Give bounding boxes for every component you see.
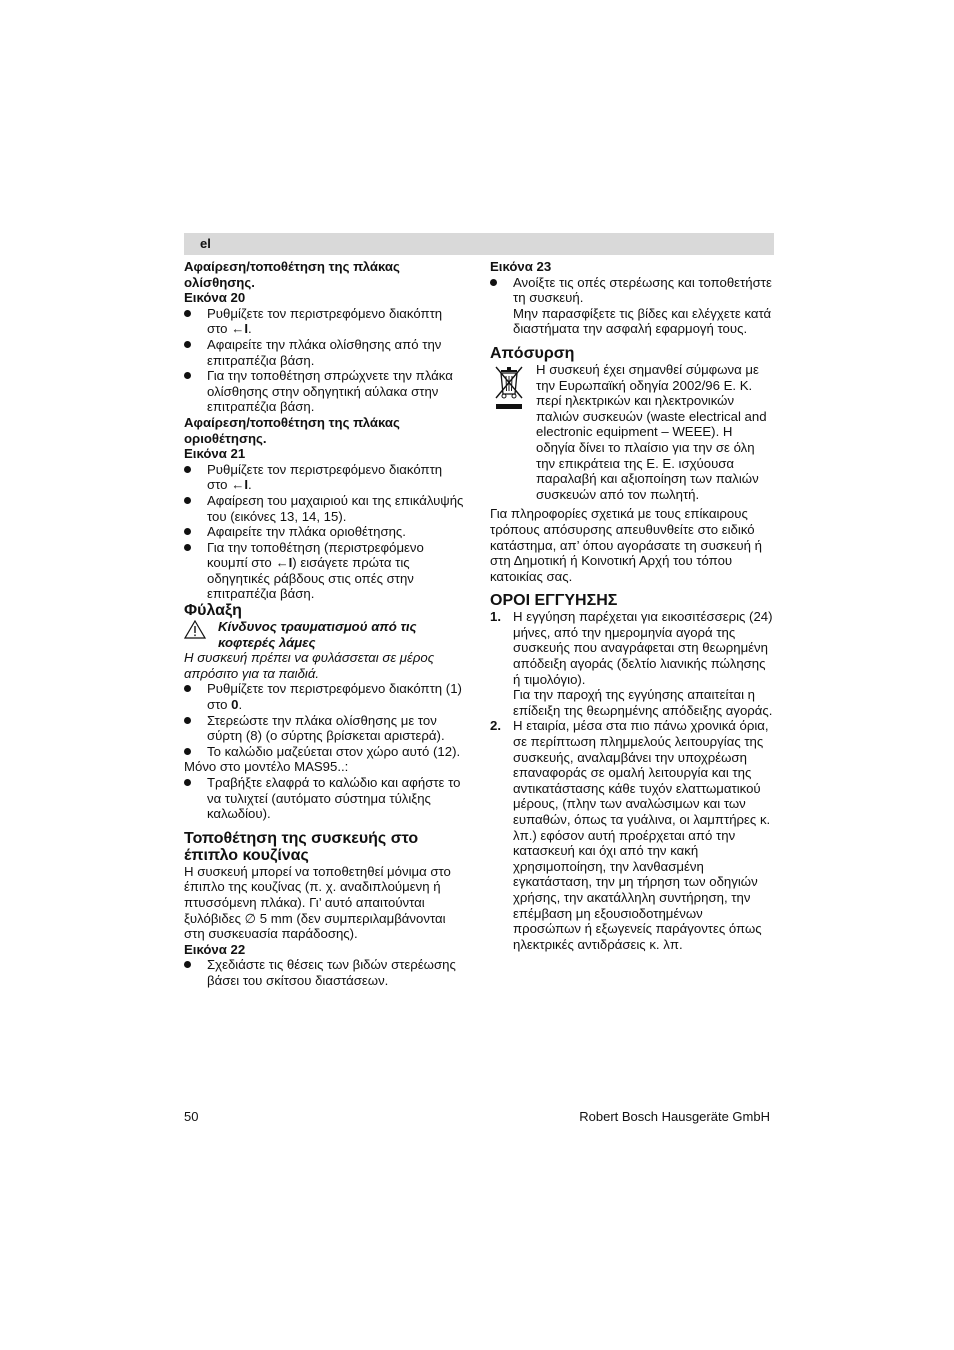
- list-item: Αφαίρεση του μαχαιριού και της επικάλυψής του (εικόνες 13, 14, 15).: [184, 493, 466, 524]
- figure-ref-20: Εικόνα 20: [184, 290, 246, 306]
- storage-steps: [184, 681, 466, 759]
- list-item-text: Για την τοποθέτηση (περιστρεφόμενο κουμπί στο: [207, 539, 424, 571]
- list-item: Ρυθμίζετε τον περιστρεφόμενο διακόπτη (1) στο 0.: [184, 681, 466, 712]
- list-item-text: Ρυθμίζετε τον περιστρεφόμενο διακόπτη στο: [207, 305, 443, 337]
- warning-triangle-icon: [184, 620, 206, 639]
- list-item: [490, 275, 774, 337]
- figure-ref-22: Εικόνα 22: [184, 941, 246, 957]
- model-steps: [184, 775, 466, 822]
- list-item: Για την τοποθέτηση σπρώχνετε την πλάκα ολίσθησης στην οδηγητική αύλακα στην επιτραπέζια βάση.: [184, 368, 466, 415]
- list-item: Σχεδιάστε τις θέσεις των βιδών στερέωσης βάσει του σκίτσου διαστάσεων.: [184, 957, 466, 988]
- left-column: [184, 259, 466, 989]
- page-number: 50: [184, 1109, 199, 1124]
- disposal-heading: Απόσυρση: [490, 344, 575, 362]
- storage-heading: Φύλαξη: [184, 602, 242, 620]
- list-item-text: Ρυθμίζετε τον περιστρεφόμενο διακόπτη στο: [207, 461, 443, 493]
- section-title-limit-plate: Αφαίρεση/τοποθέτηση της πλάκας οριοθέτησης.: [184, 414, 400, 446]
- storage-note: Η συσκευή πρέπει να φυλάσσεται σε μέρος απρόσιτο για τα παιδιά.: [184, 650, 435, 681]
- right-column: [490, 259, 774, 952]
- warranty-item: [490, 718, 774, 952]
- company-name: Robert Bosch Hausgeräte GmbH: [579, 1109, 770, 1124]
- list-item: [184, 540, 466, 602]
- warranty-text: Η εταιρία, μέσα στα πιο πάνω χρονικά όρια, σε περίπτωση πλημμελούς λειτουργίας της συσκευής, αναλαμβάνει την υποχρέωση επαναφοράς σε ομαλή λειτουργία και της αντικατάστασης κάθε τυχόν ελαττωματικού μέρους, (πλην των αναλώσιμων και των ευπαθών, όπως τα γυάλινα, οι λαμπτήρες κ. λπ.) εφόσον αυτή προέρχεται από την κατασκευή και όχι από την κακή χρησιμοποίηση, την λανθασμένη εγκατάσταση, την μη τήρηση των οδηγιών χρήσης, την ακατάλληλη συντήρηση, την επέμβαση μη εξουσιοδοτημένων προσώπων ή εξωγενείς παράγοντες όπως ηλεκτρικές αντιδράσεις κ. λπ.: [513, 718, 771, 952]
- warranty-text: Η εγγύηση παρέχεται για εικοσιτέσσερις (24) μήνες, από την ημερομηνία αγορά της συσκευής που αναγράφεται στη θεωρημένη απόδειξη αγοράς (δελτίο λιανικής πώλησης ή τιμολόγιο).: [513, 609, 773, 687]
- figure-ref-21: Εικόνα 21: [184, 446, 246, 462]
- warranty-item: [490, 609, 774, 718]
- warning-block: [184, 619, 466, 650]
- warning-text: Κίνδυνος τραυματισμού από τις κοφτερές λάμες: [218, 619, 417, 650]
- fig23-steps: [490, 275, 774, 337]
- language-bar: [184, 233, 774, 255]
- switch-symbol: ←I: [275, 555, 293, 571]
- list-item-text: Ρυθμίζετε τον περιστρεφόμενο διακόπτη (1) στο: [207, 681, 462, 713]
- language-code: el: [200, 236, 211, 251]
- item-number: 2.: [490, 718, 501, 734]
- list-item-text: ) εισάγετε πρώτα τις οδηγητικές ράβδους στις οπές στην επιτραπέζια βάση.: [207, 555, 414, 602]
- list-item: Αφαιρείτε την πλάκα ολίσθησης από την επιτραπέζια βάση.: [184, 337, 466, 368]
- list-item: Στερεώστε την πλάκα ολίσθησης με τον σύρτη (8) (ο σύρτης βρίσκεται αριστερά).: [184, 713, 466, 744]
- switch-symbol: ←I: [231, 477, 249, 493]
- list-item: Ρυθμίζετε τον περιστρεφόμενο διακόπτη στο ←I.: [184, 462, 466, 493]
- figure-ref-23: Εικόνα 23: [490, 259, 552, 274]
- warranty-extra: Για την παροχή της εγγύησης απαιτείται η επίδειξη της θεωρημένης απόδειξης αγοράς.: [513, 687, 773, 718]
- slide-plate-steps: [184, 306, 466, 415]
- list-item-text: Ανοίξτε τις οπές στερέωσης και τοποθετήστε τη συσκευή.: [513, 274, 772, 306]
- mount-heading: Τοποθέτηση της συσκευής στο έπιπλο κουζίνας: [184, 829, 419, 864]
- list-item: Τραβήξτε ελαφρά το καλώδιο και αφήστε το να τυλιχτεί (αυτόματο σύστημα τύλιξης καλωδίου).: [184, 775, 466, 822]
- list-item: Το καλώδιο μαζεύεται στον χώρο αυτό (12).: [184, 744, 466, 760]
- list-item: Αφαιρείτε την πλάκα οριοθέτησης.: [184, 524, 466, 540]
- warranty-heading: ΟΡΟΙ ΕΓΓΥΗΣΗΣ: [490, 592, 618, 610]
- weee-crossed-bin-icon: [492, 364, 526, 410]
- section-title-slide-plate: Αφαίρεση/τοποθέτηση της πλάκας ολίσθησης.: [184, 259, 400, 290]
- limit-plate-steps: [184, 462, 466, 602]
- switch-symbol: ←I: [231, 321, 249, 337]
- list-item-note: Μην παρασφίξετε τις βίδες και ελέγχετε κατά διαστήματα την ασφαλή εφαρμογή τους.: [513, 305, 772, 337]
- warranty-list: [490, 609, 774, 952]
- disposal-info: Για πληροφορίες σχετικά με τους επίκαιρους τρόπους απόσυρσης απευθυνθείτε στο ειδικό κατάστημα, απ’ όπου αγοράσατε τη συσκευή ή στη Δημοτική ή Κοινοτική Αρχή του τόπου κατοικίας σας.: [490, 506, 762, 584]
- weee-block: [490, 362, 774, 502]
- mount-text: Η συσκευή μπορεί να τοποθετηθεί μόνιμα στο έπιπλο της κουζίνας (π. χ. αναδιπλούμενη ή πτυσσόμενη πλάκα). Γι’ αυτό απαιτούνται ξυλόβιδες ∅ 5 mm (δεν συμπεριλαμβάνονται στη συσκευασία παράδοσης).: [184, 863, 451, 942]
- list-item: Ρυθμίζετε τον περιστρεφόμενο διακόπτη στο ←I.: [184, 306, 466, 337]
- disposal-text: Η συσκευή έχει σημανθεί σύμφωνα με την Ευρωπαϊκή οδηγία 2002/96 Ε. Κ. περί ηλεκτρικών και ηλεκτρονικών παλιών συσκευών (waste electrical and electronic equipment – WEEE). Η οδηγία δίνει το πλαίσιο για την σε όλη την επικράτεια της Ε. Ε. ισχύουσα παραλαβή και αξιοποίηση των παλιών συσκευών από τον πωλητή.: [536, 361, 767, 502]
- zero-position: 0: [231, 697, 239, 713]
- mount-steps: [184, 957, 466, 988]
- model-note: Μόνο στο μοντέλο MAS95..:: [184, 759, 349, 775]
- item-number: 1.: [490, 609, 501, 625]
